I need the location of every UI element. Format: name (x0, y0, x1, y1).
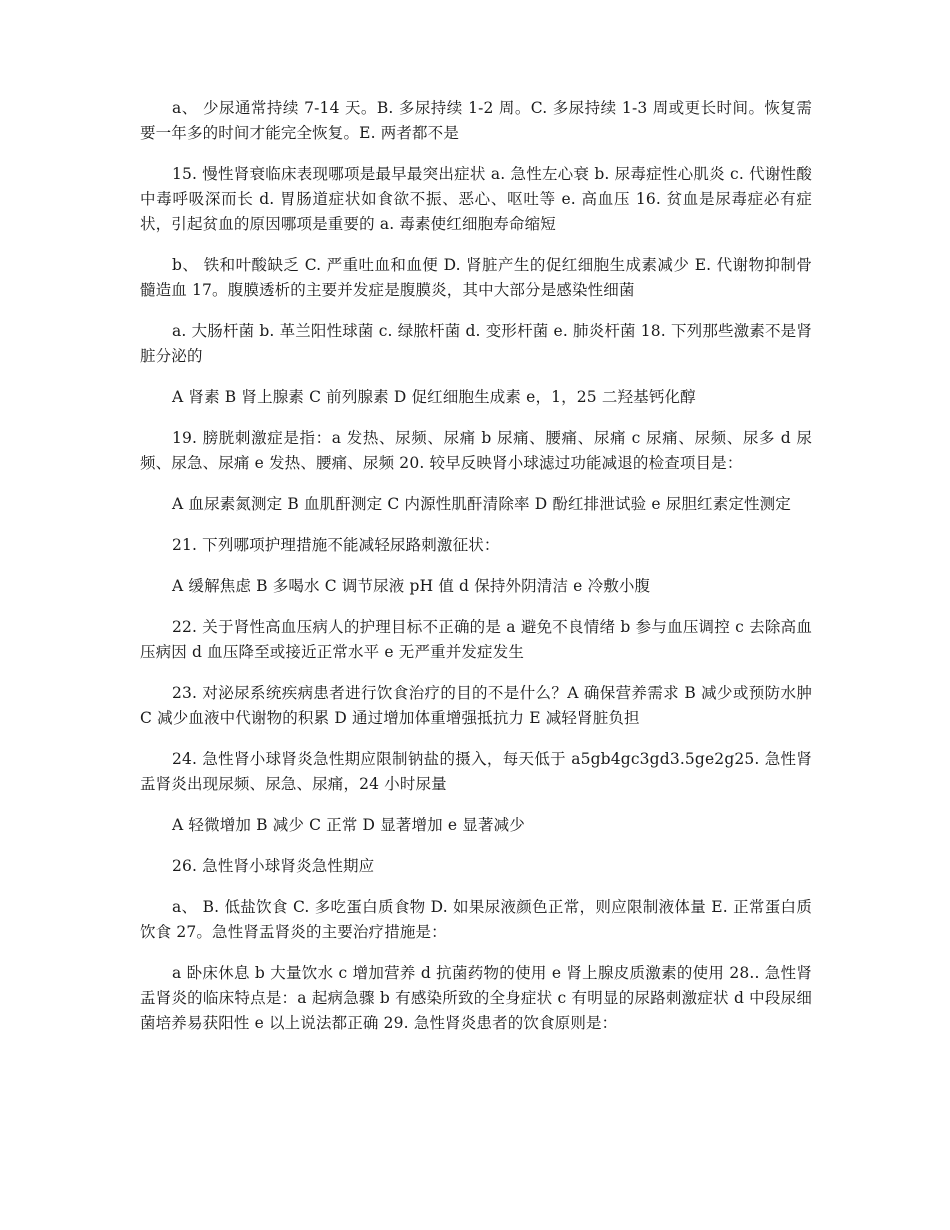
paragraph: A 缓解焦虑 B 多喝水 C 调节尿液 pH 值 d 保持外阴清洁 e 冷敷小腹 (172, 577, 651, 595)
paragraph: A 轻微增加 B 减少 C 正常 D 显著增加 e 显著减少 (172, 816, 525, 834)
paragraph: a 卧床休息 b 大量饮水 c 增加营养 d 抗菌药物的使用 e 肾上腺皮质激素的使用 28.. 急性肾盂肾炎的临床特点是：a 起病急骤 b 有感染所致的全身症状 c 有明显的尿路刺激症状 d 中段尿细菌培养易获阳性 e 以上说法都正确 29. 急性肾炎患者的饮食原则是： (140, 964, 812, 1032)
paragraph: A 血尿素氮测定 B 血肌酐测定 C 内源性肌酐清除率 D 酚红排泄试验 e 尿胆红素定性测定 (172, 495, 791, 513)
paragraph: 23. 对泌尿系统疾病患者进行饮食治疗的目的不是什么？A 确保营养需求 B 减少或预防水肿 C 减少血液中代谢物的积累 D 通过增加体重增强抵抗力 E 减轻肾脏负担 (140, 684, 812, 727)
paragraph: b、 铁和叶酸缺乏 C. 严重吐血和血便 D. 肾脏产生的促红细胞生成素减少 E. 代谢物抑制骨髓造血 17。腹膜透析的主要并发症是腹膜炎，其中大部分是感染性细菌 (140, 256, 812, 299)
paragraph: a、 少尿通常持续 7-14 天。B. 多尿持续 1-2 周。C. 多尿持续 1-3 周或更长时间。恢复需要一年多的时间才能完全恢复。E. 两者都不是 (140, 99, 812, 142)
paragraph: 26. 急性肾小球肾炎急性期应 (172, 857, 375, 875)
document-body (140, 96, 812, 1052)
paragraph: 24. 急性肾小球肾炎急性期应限制钠盐的摄入，每天低于 a5gb4gc3gd3.5ge2g25. 急性肾盂肾炎出现尿频、尿急、尿痛，24 小时尿量 (140, 750, 812, 793)
paragraph: a、 B. 低盐饮食 C. 多吃蛋白质食物 D. 如果尿液颜色正常，则应限制液体量 E. 正常蛋白质饮食 27。急性肾盂肾炎的主要治疗措施是： (140, 898, 812, 941)
paragraph: A 肾素 B 肾上腺素 C 前列腺素 D 促红细胞生成素 e，1，25 二羟基钙化醇 (172, 388, 696, 406)
paragraph: 15. 慢性肾衰临床表现哪项是最早最突出症状 a. 急性左心衰 b. 尿毒症性心肌炎 c. 代谢性酸中毒呼吸深而长 d. 胃肠道症状如食欲不振、恶心、呕吐等 e. 高血压 16. 贫血是尿毒症必有症状，引起贫血的原因哪项是重要的 a. 毒素使红细胞寿命缩短 (140, 165, 812, 233)
paragraph: 22. 关于肾性高血压病人的护理目标不正确的是 a 避免不良情绪 b 参与血压调控 c 去除高血压病因 d 血压降至或接近正常水平 e 无严重并发症发生 (140, 618, 812, 661)
paragraph: a. 大肠杆菌 b. 革兰阳性球菌 c. 绿脓杆菌 d. 变形杆菌 e. 肺炎杆菌 18. 下列那些激素不是肾脏分泌的 (140, 322, 812, 365)
paragraph: 19. 膀胱刺激症是指：a 发热、尿频、尿痛 b 尿痛、腰痛、尿痛 c 尿痛、尿频、尿多 d 尿频、尿急、尿痛 e 发热、腰痛、尿频 20. 较早反映肾小球滤过功能减退的检查项目是： (140, 429, 812, 472)
paragraph: 21. 下列哪项护理措施不能减轻尿路刺激征状： (172, 536, 500, 554)
